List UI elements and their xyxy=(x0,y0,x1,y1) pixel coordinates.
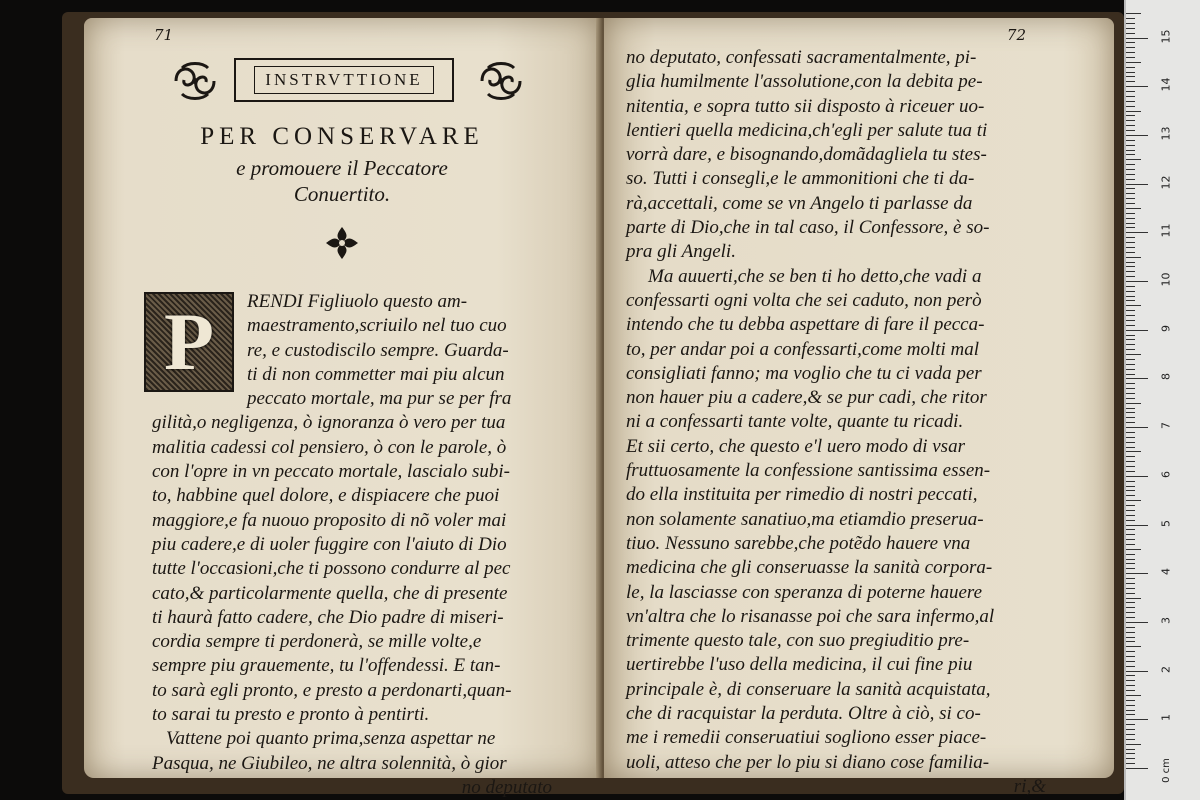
ruler-tick xyxy=(1126,500,1141,501)
ruler-tick xyxy=(1126,101,1135,102)
ruler-tick xyxy=(1126,111,1141,112)
ruler-tick xyxy=(1126,378,1148,379)
ruler-tick xyxy=(1126,349,1135,350)
text-line: uoli, atteso che per lo piu si diano cose familia- xyxy=(626,751,990,773)
ruler-tick xyxy=(1126,271,1135,272)
ruler-tick xyxy=(1126,237,1135,238)
ruler-tick xyxy=(1126,583,1135,584)
ornament-left-icon xyxy=(172,60,218,102)
ruler-tick xyxy=(1126,310,1135,311)
text-line: tutte l'occasioni,che ti possono condurre al pec xyxy=(152,558,511,580)
text-line: confessarti ogni volta che sei caduto, non però xyxy=(626,289,982,311)
text-line: ti haurà fatto cadere, che Dio padre di miseri- xyxy=(152,606,504,628)
text-line: pra gli Angeli. xyxy=(626,241,736,263)
ruler-tick xyxy=(1126,627,1135,628)
ruler-tick xyxy=(1126,388,1135,389)
text-line: principale è, di conseruare la sanità acquistata, xyxy=(626,678,991,700)
ruler-number: 1 xyxy=(1159,714,1173,722)
ruler-tick xyxy=(1126,422,1135,423)
ruler-tick xyxy=(1126,62,1141,63)
ruler-tick xyxy=(1126,96,1135,97)
ruler-tick xyxy=(1126,188,1135,189)
ruler-tick xyxy=(1126,515,1135,516)
ruler-tick xyxy=(1126,13,1141,14)
ruler-number: 15 xyxy=(1159,29,1173,43)
ruler-tick xyxy=(1126,140,1135,141)
ruler-tick xyxy=(1126,651,1135,652)
ruler-tick xyxy=(1126,710,1135,711)
ruler-tick xyxy=(1126,495,1135,496)
ruler-unit-label: 0 cm xyxy=(1160,758,1172,783)
ruler-tick xyxy=(1126,364,1135,365)
ruler-tick xyxy=(1126,91,1135,92)
ruler-tick xyxy=(1126,486,1135,487)
header-title: INSTRVTTIONE xyxy=(254,66,433,94)
ruler-number: 2 xyxy=(1159,665,1173,673)
text-line: glia humilmente l'assolutione,con la debita pe- xyxy=(626,71,983,93)
text-line: ti di non commetter mai piu alcun xyxy=(247,363,505,385)
ruler-tick xyxy=(1126,227,1135,228)
chapter-subtitle-2: Conuertito. xyxy=(293,182,391,206)
text-line: do ella instituita per rimedio di nostri peccati, xyxy=(626,484,978,506)
ruler-tick xyxy=(1126,33,1135,34)
ruler-tick xyxy=(1126,115,1135,116)
ruler-tick xyxy=(1126,719,1148,720)
ruler-tick xyxy=(1126,57,1135,58)
ruler-tick xyxy=(1126,724,1135,725)
text-line: vorrà dare, e bisognando,domãdagliela tu stes- xyxy=(626,144,987,166)
ruler-tick xyxy=(1126,573,1148,574)
ruler-number: 3 xyxy=(1159,616,1173,624)
ruler-tick xyxy=(1126,150,1135,151)
ruler-tick xyxy=(1126,588,1135,589)
ruler-tick xyxy=(1126,286,1135,287)
ruler-tick xyxy=(1126,559,1135,560)
ruler-number: 13 xyxy=(1159,126,1173,141)
ruler-tick xyxy=(1126,184,1148,185)
ruler-tick xyxy=(1126,247,1135,248)
ruler-tick xyxy=(1126,403,1141,404)
ruler-number: 4 xyxy=(1159,568,1173,576)
ruler-tick xyxy=(1126,451,1141,452)
ruler-tick xyxy=(1126,520,1135,521)
chapter-title: PER CONSERVARE xyxy=(200,123,484,150)
ruler-tick xyxy=(1126,447,1135,448)
ruler-tick xyxy=(1126,23,1135,24)
ruler-tick xyxy=(1126,539,1135,540)
ruler-tick xyxy=(1126,393,1135,394)
ruler-tick xyxy=(1126,52,1135,53)
ruler-tick xyxy=(1126,700,1135,701)
ruler-tick xyxy=(1126,598,1141,599)
ruler-tick xyxy=(1126,67,1135,68)
ruler-tick xyxy=(1126,656,1135,657)
ruler-tick xyxy=(1126,412,1135,413)
ruler-tick xyxy=(1126,476,1148,477)
text-line: cordia sempre ti perdonerà, se mille volte,e xyxy=(152,631,482,653)
ornament-right-icon xyxy=(478,60,524,102)
text-line: non solamente sanatiuo,ma etiamdio preserua- xyxy=(626,508,984,530)
ruler-tick xyxy=(1126,383,1135,384)
ruler-tick xyxy=(1126,432,1135,433)
ruler-tick xyxy=(1126,456,1135,457)
ruler-tick xyxy=(1126,359,1135,360)
ruler-tick xyxy=(1126,193,1135,194)
text-line: uertirebbe l'uso della medicina, il cui fine piu xyxy=(626,654,973,676)
ruler-tick xyxy=(1126,369,1135,370)
text-line: nitentia, e sopra tutto sii disposto à riceuer uo- xyxy=(626,95,985,117)
ruler-tick xyxy=(1126,749,1135,750)
ruler-tick xyxy=(1126,768,1148,769)
text-line: gilità,o negligenza, ò ignoranza ò vero per tua xyxy=(152,412,506,434)
ruler-tick xyxy=(1126,437,1135,438)
ruler-number: 10 xyxy=(1159,272,1173,287)
ruler-tick xyxy=(1126,344,1135,345)
ruler-tick xyxy=(1126,106,1135,107)
ruler-tick xyxy=(1126,47,1135,48)
page-number-right: 72 xyxy=(1006,26,1026,44)
ruler-tick xyxy=(1126,120,1135,121)
ruler-tick xyxy=(1126,763,1135,764)
ruler-tick xyxy=(1126,661,1135,662)
ruler-tick xyxy=(1126,544,1135,545)
ruler-tick xyxy=(1126,622,1148,623)
ruler-tick xyxy=(1126,223,1135,224)
ruler-tick xyxy=(1126,281,1148,282)
ruler-tick xyxy=(1126,602,1135,603)
ruler-tick xyxy=(1126,705,1135,706)
ruler-number: 14 xyxy=(1159,77,1173,92)
ruler-tick xyxy=(1126,641,1135,642)
text-line: cato,& particolarmente quella, che di presente xyxy=(152,582,508,604)
ruler-tick xyxy=(1126,145,1135,146)
ruler-tick xyxy=(1126,38,1148,39)
ruler-tick xyxy=(1126,744,1141,745)
ruler-number: 5 xyxy=(1159,519,1173,527)
text-line: maggiore,e fa nuouo proposito di nõ voler mai xyxy=(152,509,507,531)
ruler-tick xyxy=(1126,753,1135,754)
ruler-number: 7 xyxy=(1159,422,1173,430)
ruler-tick xyxy=(1126,671,1148,672)
ruler-tick xyxy=(1126,154,1135,155)
ruler-tick xyxy=(1126,490,1135,491)
ruler-number: 6 xyxy=(1159,470,1173,478)
ruler-tick xyxy=(1126,646,1141,647)
catchword: no deputato xyxy=(461,776,552,798)
text-line: malitia cadessi col pensiero, ò con le parole, ò xyxy=(152,436,507,458)
ruler-tick xyxy=(1126,198,1135,199)
ruler-number: 9 xyxy=(1159,324,1173,332)
ruler-tick xyxy=(1126,398,1135,399)
ruler-tick xyxy=(1126,18,1135,19)
chapter-subtitle-1: e promouere il Peccatore xyxy=(236,156,448,180)
text-line: parte di Dio,che in tal caso, il Confessore, è so- xyxy=(626,217,990,239)
text-line: Ma auuerti,che se ben ti ho detto,che vadi a xyxy=(648,265,982,287)
ruler-tick xyxy=(1126,300,1135,301)
ruler-tick xyxy=(1126,408,1135,409)
ruler-tick xyxy=(1126,417,1135,418)
ruler-tick xyxy=(1126,549,1141,550)
ruler-tick xyxy=(1126,578,1135,579)
text-line: vn'altra che lo risanasse poi che sara infermo,al xyxy=(626,605,995,627)
right-page xyxy=(604,18,1114,797)
ruler-tick xyxy=(1126,354,1141,355)
ruler-tick xyxy=(1126,466,1135,467)
text-line: to, habbine quel dolore, e dispiacere che puoi xyxy=(152,485,500,507)
text-line: peccato mortale, ma pur se per fra xyxy=(247,388,512,410)
ruler-tick xyxy=(1126,164,1135,165)
right-body-text xyxy=(626,46,1076,799)
ruler-tick xyxy=(1126,563,1135,564)
ruler-tick xyxy=(1126,208,1141,209)
ruler-tick xyxy=(1126,734,1135,735)
ruler-tick xyxy=(1126,739,1135,740)
text-line: maestramento,scriuilo nel tuo cuo xyxy=(247,315,507,337)
initial-letter: P xyxy=(163,296,215,387)
ruler-tick xyxy=(1126,262,1135,263)
text-line: sempre piu grauemente, tu l'offendessi. E tan- xyxy=(152,655,501,677)
text-line: che di racquistar la perduta. Oltre à ciò, si co- xyxy=(626,703,981,725)
ruler-tick xyxy=(1126,86,1148,87)
ruler-tick xyxy=(1126,291,1135,292)
ruler-tick xyxy=(1126,374,1135,375)
header-frame xyxy=(234,58,454,102)
ruler-tick xyxy=(1126,568,1135,569)
ruler-tick xyxy=(1126,28,1135,29)
ruler-tick xyxy=(1126,680,1135,681)
ruler-number: 12 xyxy=(1159,175,1173,190)
ruler-number: 11 xyxy=(1159,223,1173,238)
ruler-tick xyxy=(1126,266,1135,267)
text-line: lentieri quella medicina,ch'egli per salute tua ti xyxy=(626,119,988,141)
ruler-tick xyxy=(1126,675,1135,676)
ruler-tick xyxy=(1126,695,1141,696)
ruler-tick xyxy=(1126,505,1135,506)
text-line: intendo che tu debba aspettare di fare il pecca- xyxy=(626,314,985,336)
text-line: piu cadere,e di uoler fuggire con l'aiuto di Dio xyxy=(152,533,507,555)
text-line: tiuo. Nessuno sarebbe,che potẽdo hauere vna xyxy=(626,532,971,554)
ruler-tick xyxy=(1126,296,1135,297)
ruler-tick xyxy=(1126,690,1135,691)
measurement-ruler xyxy=(1124,0,1200,800)
ruler-tick xyxy=(1126,335,1135,336)
ruler-tick xyxy=(1126,315,1135,316)
ruler-tick xyxy=(1126,637,1135,638)
left-page xyxy=(84,18,600,798)
text-line: to sarà egli pronto, e presto a perdonarti,quan- xyxy=(152,679,512,701)
text-line: consigliati fanno; ma voglio che tu ci vada per xyxy=(626,362,982,384)
ruler-tick xyxy=(1126,442,1135,443)
ruler-tick xyxy=(1126,534,1135,535)
ruler-tick xyxy=(1126,320,1135,321)
ruler-tick xyxy=(1126,593,1135,594)
ruler-tick xyxy=(1126,714,1135,715)
text-line: RENDI Figliuolo questo am- xyxy=(247,291,468,312)
text-line: re, e custodiscilo sempre. Guarda- xyxy=(247,339,509,361)
text-line: to, per andar poi a confessarti,come molti mal xyxy=(626,338,980,360)
text-line: no deputato, confessati sacramentalmente, pi- xyxy=(626,47,977,68)
ruler-tick xyxy=(1126,305,1141,306)
page-number-left: 71 xyxy=(154,26,174,44)
ruler-tick xyxy=(1126,758,1135,759)
text-line: so. Tutti i consegli,e le ammonitioni che ti da- xyxy=(626,168,975,190)
ruler-tick xyxy=(1126,617,1135,618)
text-line: Pasqua, ne Giubileo, ne altra solennità, ò gior xyxy=(152,752,507,774)
text-line: non hauer piu a cadere,& se pur cadi, che ritor xyxy=(626,387,987,409)
ruler-tick xyxy=(1126,252,1135,253)
ruler-tick xyxy=(1126,130,1135,131)
ruler-tick xyxy=(1126,481,1135,482)
text-line: rà,accettali, come se vn Angelo ti parlasse da xyxy=(626,192,973,214)
ruler-tick xyxy=(1126,169,1135,170)
ruler-tick xyxy=(1126,203,1135,204)
text-line: le, la lasciasse con speranza di poterne hauere xyxy=(626,581,983,603)
ruler-tick xyxy=(1126,554,1135,555)
text-line: trimente questo tale, con suo pregiuditio pre- xyxy=(626,630,970,652)
ruler-tick xyxy=(1126,729,1135,730)
ruler-tick xyxy=(1126,135,1148,136)
ruler-tick xyxy=(1126,666,1135,667)
text-line: ni a confessarti tante volte, quante tu ricadi. xyxy=(626,411,964,433)
ruler-tick xyxy=(1126,276,1135,277)
text-line: con l'opre in vn peccato mortale, lascialo subi- xyxy=(152,461,510,483)
ruler-tick xyxy=(1126,461,1135,462)
fleuron-icon xyxy=(324,225,360,261)
text-line: to sarai tu presto e pronto à pentirti. xyxy=(152,704,430,726)
ruler-tick xyxy=(1126,242,1135,243)
ruler-tick xyxy=(1126,179,1135,180)
ruler-tick xyxy=(1126,76,1135,77)
text-line: me i remedii conseruatiui sogliono esser piace- xyxy=(626,727,987,749)
ruler-tick xyxy=(1126,325,1135,326)
text-line: Et sii certo, che questo e'l uero modo di vsar xyxy=(626,435,965,457)
ruler-tick xyxy=(1126,685,1135,686)
left-body-text xyxy=(152,290,582,800)
ruler-number: 8 xyxy=(1159,373,1173,381)
text-line: fruttuosamente la confessione santissima essen- xyxy=(626,460,991,482)
ruler-tick xyxy=(1126,471,1135,472)
ruler-tick xyxy=(1126,81,1135,82)
text-line: Vattene poi quanto prima,senza aspettar ne xyxy=(166,728,496,750)
ruler-tick xyxy=(1126,218,1135,219)
ruler-tick xyxy=(1126,174,1135,175)
ruler-tick xyxy=(1126,257,1141,258)
ruler-tick xyxy=(1126,510,1135,511)
ruler-tick xyxy=(1126,607,1135,608)
ruler-tick xyxy=(1126,632,1135,633)
catchword: ri,& xyxy=(1013,775,1046,797)
ruler-tick xyxy=(1126,42,1135,43)
ruler-tick xyxy=(1126,330,1148,331)
ruler-tick xyxy=(1126,427,1148,428)
ruler-tick xyxy=(1126,125,1135,126)
ruler-tick xyxy=(1126,525,1148,526)
ruler-tick xyxy=(1126,232,1148,233)
ruler-tick xyxy=(1126,72,1135,73)
ruler-tick xyxy=(1126,159,1141,160)
ruler-tick xyxy=(1126,213,1135,214)
ruler-tick xyxy=(1126,612,1135,613)
ruler-tick xyxy=(1126,529,1135,530)
text-line: medicina che gli conseruasse la sanità corpora- xyxy=(626,557,993,579)
ruler-tick xyxy=(1126,339,1135,340)
